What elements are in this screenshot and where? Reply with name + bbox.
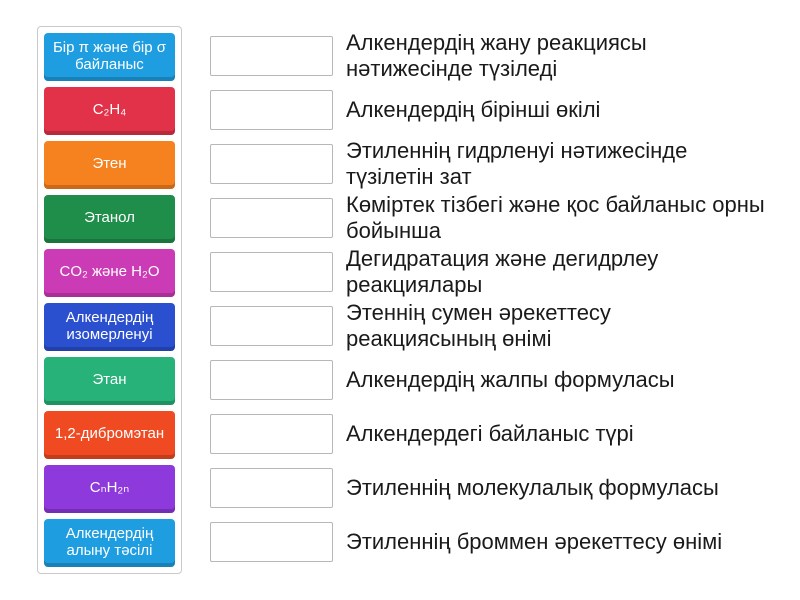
answer-tile-label: CO₂ және H₂O xyxy=(59,263,160,280)
answer-tile-preparation[interactable] xyxy=(44,519,175,567)
prompt-text: Этеннің сумен әрекеттесу реакциясының өнімі xyxy=(346,300,611,351)
drop-slot[interactable] xyxy=(210,90,333,130)
answer-tile-co2-h2o[interactable] xyxy=(44,249,175,297)
answer-tile-label: 1,2-дибромэтан xyxy=(54,425,165,442)
answer-tile-label: Этанол xyxy=(84,209,135,226)
drop-slot[interactable] xyxy=(210,252,333,292)
drop-slot[interactable] xyxy=(210,144,333,184)
prompt-text: Алкендердің жану реакциясы нәтижесінде түзіледі xyxy=(346,30,647,81)
prompt-text: Алкендердің жалпы формуласы xyxy=(346,367,675,392)
answer-tile-c2h4[interactable] xyxy=(44,87,175,135)
answer-tile-ethanol[interactable] xyxy=(44,195,175,243)
answer-tile-dibromoethane[interactable] xyxy=(44,411,175,459)
drop-slot[interactable] xyxy=(210,36,333,76)
prompt-text: Этиленнің броммен әрекеттесу өнімі xyxy=(346,529,723,554)
drop-slot[interactable] xyxy=(210,414,333,454)
prompt-text: Дегидратация және дегидрлеу реакциялары xyxy=(346,246,659,297)
answer-tile-general-formula[interactable] xyxy=(44,465,175,513)
answer-tile-label: Этен xyxy=(92,155,127,172)
drop-slot[interactable] xyxy=(210,198,333,238)
drop-slot[interactable] xyxy=(210,360,333,400)
drop-slot[interactable] xyxy=(210,468,333,508)
answer-tile-label: Этан xyxy=(92,371,127,388)
answer-tile-isomerism[interactable] xyxy=(44,303,175,351)
answer-tile-label: CₙH₂ₙ xyxy=(89,479,130,496)
answer-tile-pi-sigma-bond[interactable] xyxy=(44,33,175,81)
drop-slot[interactable] xyxy=(210,306,333,346)
prompt-text: Алкендердің бірінші өкілі xyxy=(346,97,601,122)
answer-tile-label: Алкендердің алыну тәсілі xyxy=(65,524,154,559)
answer-tile-label: C₂H₄ xyxy=(92,101,127,118)
prompt-text: Этиленнің гидрленуі нәтижесінде түзілетін зат xyxy=(346,138,688,189)
answer-tile-ethane[interactable] xyxy=(44,357,175,405)
prompt-text: Алкендердегі байланыс түрі xyxy=(346,421,634,446)
answer-tile-label: Алкендердің изомерленуі xyxy=(65,308,154,343)
answer-tile-label: Бір π және бір σ байланыс xyxy=(52,38,167,73)
drop-slot[interactable] xyxy=(210,522,333,562)
prompt-text: Көміртек тізбегі және қос байланыс орны бойынша xyxy=(346,192,765,243)
answer-tray xyxy=(37,26,182,574)
prompt-text: Этиленнің молекулалық формуласы xyxy=(346,475,719,500)
answer-tile-ethene[interactable] xyxy=(44,141,175,189)
